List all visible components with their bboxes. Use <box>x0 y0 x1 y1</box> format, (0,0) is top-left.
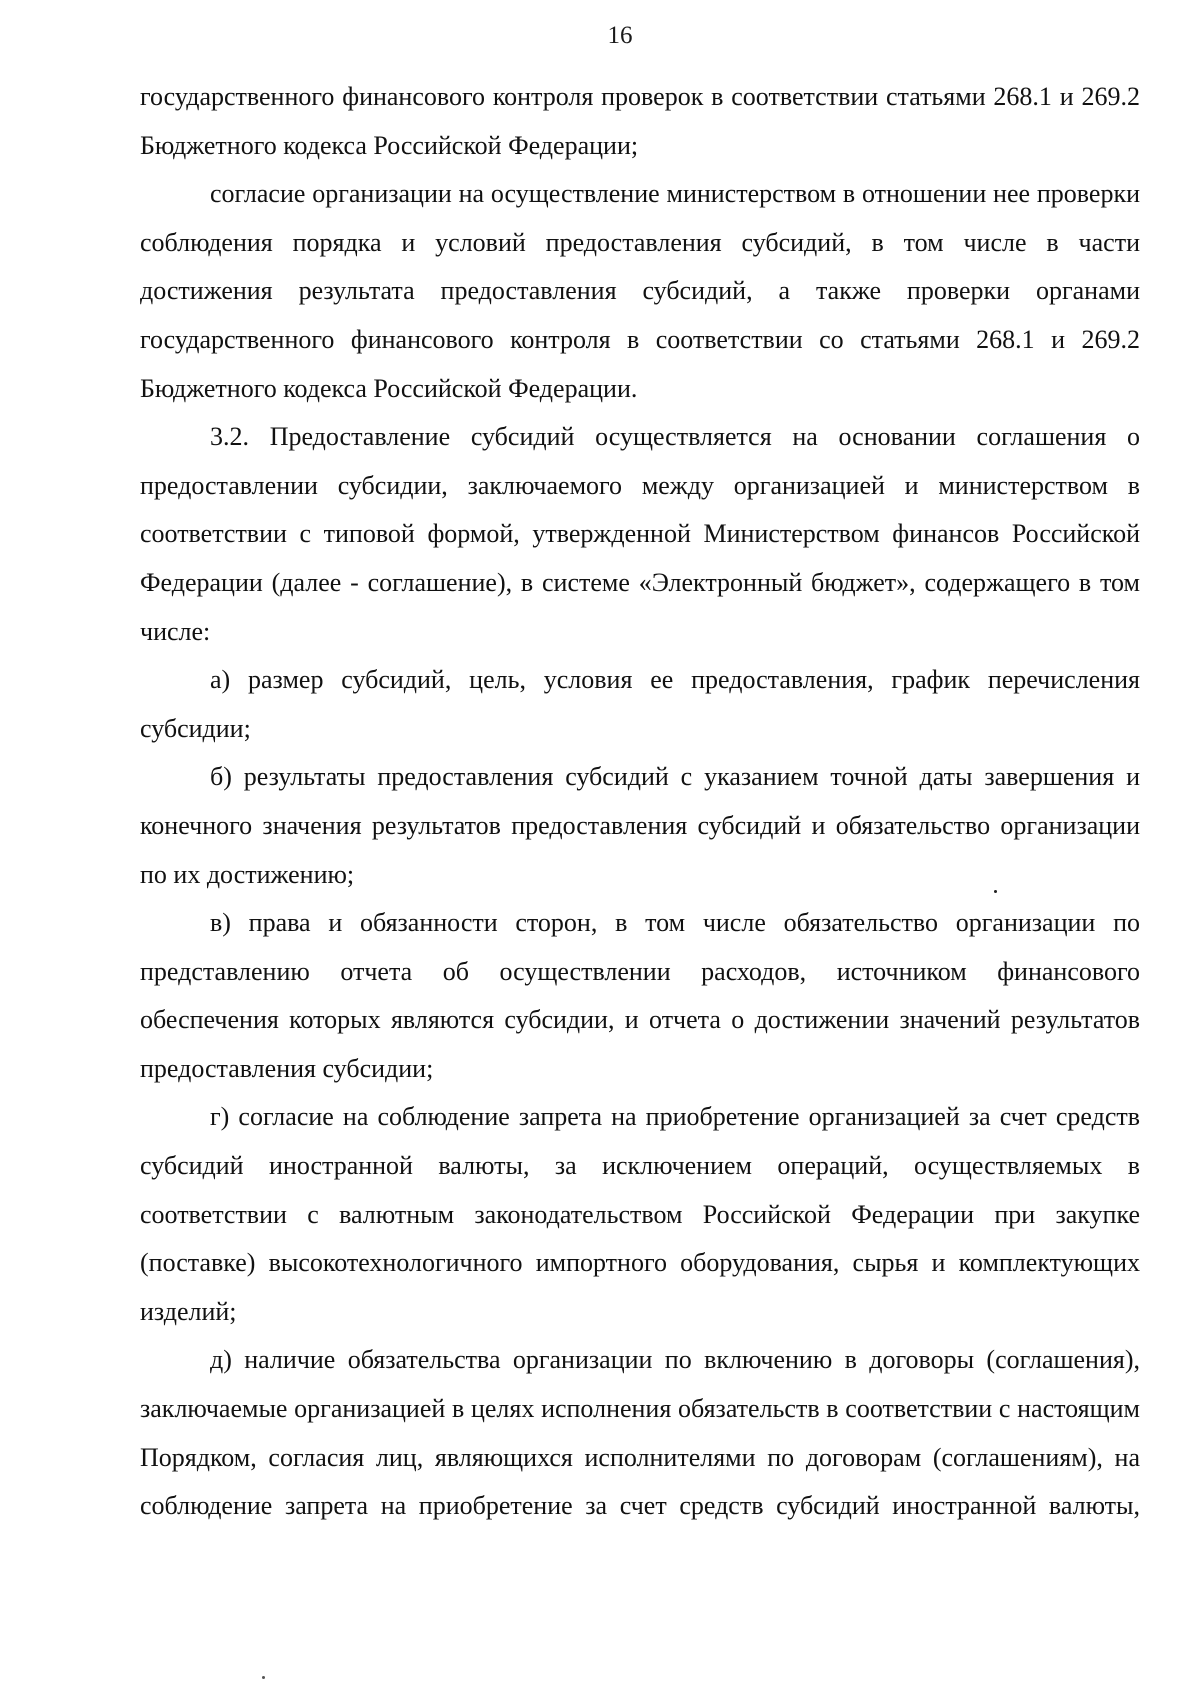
paragraph-continuation: государственного финансового контроля проверок в соответствии статьями 268.1 и 269.2 Бюджетного кодекса Российской Федерации; <box>140 82 1140 160</box>
list-item-v: в) права и обязанности сторон, в том числе обязательство организации по представлению отчета об осуществлении расходов, источником финансового обеспечения которых являются субсидии, и отчета о достижении значений результатов предоставления субсидии; <box>140 908 1140 1083</box>
paragraph-3-2: 3.2. Предоставление субсидий осуществляется на основании соглашения о предоставлении субсидии, заключаемого между организацией и министерством в соответствии с типовой формой, утвержденной Министерством финансов Российской Федерации (далее - соглашение), в системе «Электронный бюджет», содержащего в том числе: <box>140 422 1140 646</box>
page-number: 16 <box>607 22 633 49</box>
list-item-g: г) согласие на соблюдение запрета на приобретение организацией за счет средств субсидий иностранной валюты, за исключением операций, осуществляемых в соответствии с валютным законодательством Российской Федерации при закупке (поставке) высокотехнологичного импортного оборудования, сырья и комплектующих изделий; <box>140 1102 1140 1326</box>
list-item-d: д) наличие обязательства организации по включению в договоры (соглашения), заключаемые организацией в целях исполнения обязательств в соответствии с настоящим Порядком, согласия лиц, являющихся исполнителями по договорам (соглашениям), на соблюдение запрета на приобретение за счет средств субсидий иностранной валюты, <box>140 1345 1140 1521</box>
scan-speck <box>994 890 997 893</box>
list-item-b: б) результаты предоставления субсидий с указанием точной даты завершения и конечного значения результатов предоставления субсидий и обязательство организации по их достижению; <box>140 762 1140 889</box>
paragraph-consent: согласие организации на осуществление министерством в отношении нее проверки соблюдения порядка и условий предоставления субсидий, в том числе в части достижения результата предоставления субсидий, а также проверки органами государственного финансового контроля в соответствии со статьями 268.1 и 269.2 Бюджетного кодекса Российской Федерации. <box>140 179 1140 403</box>
scan-speck-bottom <box>262 1676 265 1679</box>
list-item-a: а) размер субсидий, цель, условия ее предоставления, график перечисления субсидии; <box>140 665 1140 743</box>
document-body <box>140 73 1140 1531</box>
